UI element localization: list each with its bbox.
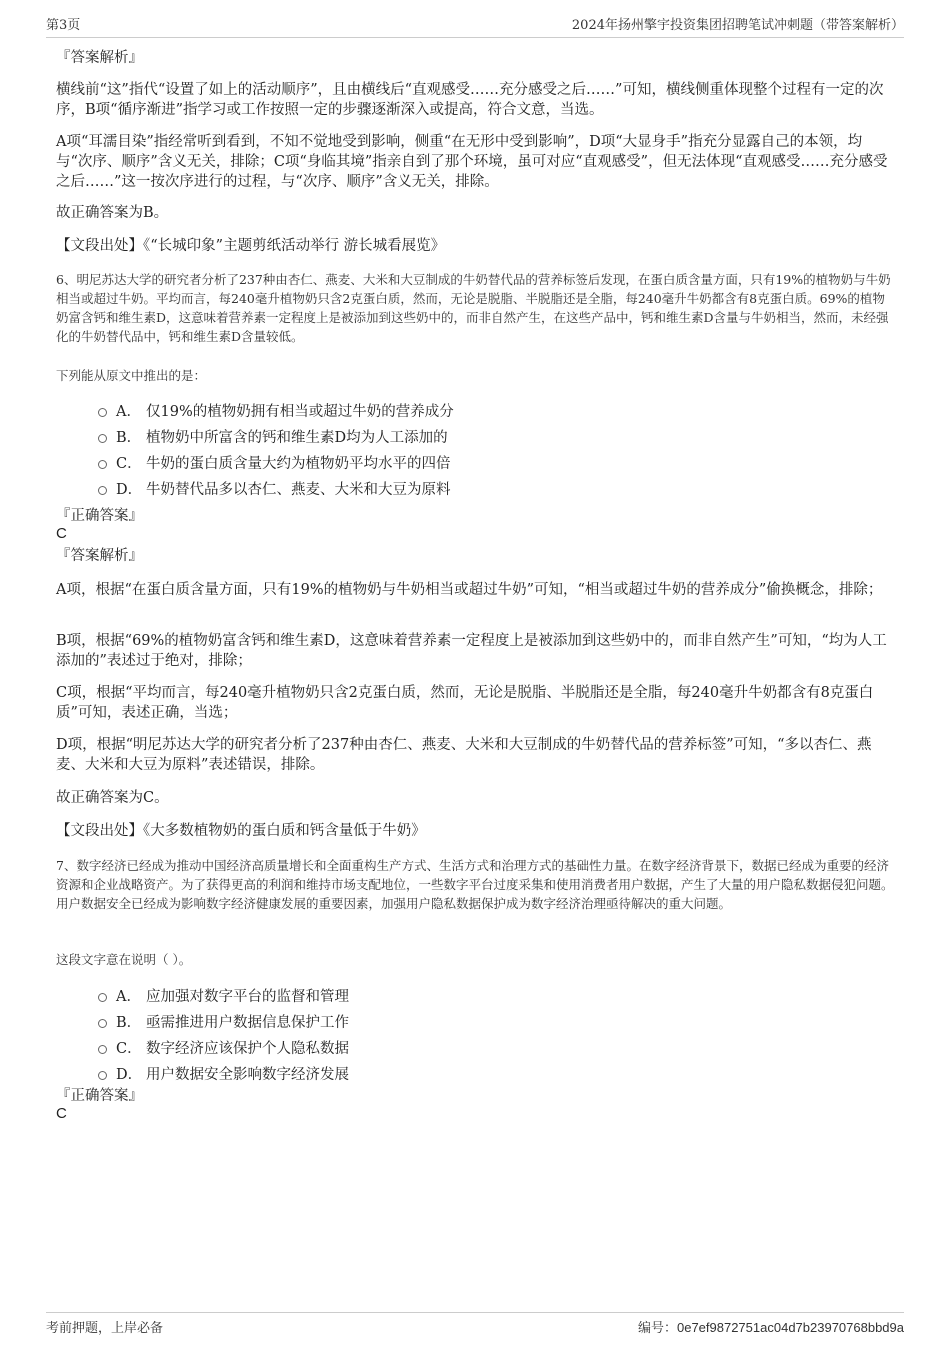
option-b[interactable]: B． 亟需推进用户数据信息保护工作 (98, 1008, 349, 1034)
radio-button-icon[interactable] (98, 1045, 107, 1054)
radio-button-icon[interactable] (98, 434, 107, 443)
correct-answer-heading: 『正确答案』 (56, 508, 143, 524)
option-c[interactable]: C． 牛奶的蛋白质含量大约为植物奶平均水平的四倍 (98, 449, 454, 475)
question-6-options (98, 397, 454, 501)
question-7-options (98, 982, 349, 1086)
conclusion-text: 故正确答案为B。 (56, 205, 169, 221)
option-a[interactable]: A． 应加强对数字平台的监督和管理 (98, 982, 349, 1008)
conclusion-text: 故正确答案为C。 (56, 790, 169, 806)
option-c[interactable]: C． 数字经济应该保护个人隐私数据 (98, 1034, 349, 1060)
analysis-option-b: B项，根据“69%的植物奶富含钙和维生素D，这意味着营养素一定程度上是被添加到这些奶中的，而非自然产生”可知，“均为人工添加的”表述过于绝对，排除； (56, 633, 887, 669)
correct-answer: C (56, 525, 67, 542)
source-citation: 【文段出处】《“长城印象”主题剪纸活动举行 游长城看展览》 (56, 238, 446, 254)
analysis-option-a: A项，根据“在蛋白质含量方面，只有19%的植物奶与牛奶相当或超过牛奶”可知，“相当或超过牛奶的营养成分”偷换概念，排除； (56, 582, 883, 598)
correct-answer: C (56, 1105, 67, 1122)
option-b[interactable]: B． 植物奶中所富含的钙和维生素D均为人工添加的 (98, 423, 454, 449)
document-id (638, 1317, 904, 1336)
question-6-prompt: 下列能从原文中推出的是： (56, 368, 207, 383)
analysis-paragraph: 横线前“这”指代“设置了如上的活动顺序”，且由横线后“直观感受……充分感受之后……”可知，横线侧重体现整个过程有一定的次序，B项“循序渐进”指学习或工作按照一定的步骤逐渐深入或提高，符合文意，当选。 (56, 82, 884, 118)
question-7-stem: 7、数字经济已经成为推动中国经济高质量增长和全面重构生产方式、生活方式和治理方式的基础性力量。在数字经济背景下，数据已经成为重要的经济资源和企业战略资产。为了获得更高的利润和维持市场支配地位，一些数字平台过度采集和使用消费者用户数据，产生了大量的用户隐私数据侵犯问题。用户数据安全已经成为影响数字经济健康发展的重要因素，加强用户隐私数据保护成为数字经济治理亟待解决的重大问题。 (56, 858, 894, 911)
radio-button-icon[interactable] (98, 408, 107, 417)
correct-answer-heading: 『正确答案』 (56, 1088, 143, 1104)
page-number: 第3页 (46, 18, 81, 33)
analysis-heading: 『答案解析』 (56, 548, 143, 564)
radio-button-icon[interactable] (98, 993, 107, 1002)
source-citation: 【文段出处】《大多数植物奶的蛋白质和钙含量低于牛奶》 (56, 823, 426, 839)
page-footer (46, 1312, 904, 1336)
analysis-heading: 『答案解析』 (56, 50, 143, 66)
analysis-option-c: C项，根据“平均而言，每240毫升植物奶只含2克蛋白质，然而，无论是脱脂、半脱脂还是全脂，每240毫升牛奶都含有8克蛋白质”可知，表述正确，当选； (56, 685, 874, 721)
document-title: 2024年扬州擎宇投资集团招聘笔试冲刺题（带答案解析） (571, 18, 904, 33)
question-7-prompt: 这段文字意在说明（ ）。 (56, 952, 192, 967)
footer-slogan: 考前押题，上岸必备 (46, 1321, 164, 1336)
radio-button-icon[interactable] (98, 1071, 107, 1080)
radio-button-icon[interactable] (98, 460, 107, 469)
option-d[interactable]: D． 牛奶替代品多以杏仁、燕麦、大米和大豆为原料 (98, 475, 454, 501)
option-a[interactable]: A． 仅19%的植物奶拥有相当或超过牛奶的营养成分 (98, 397, 454, 423)
page-header (46, 14, 904, 38)
document-id-label: 编号： (637, 1321, 677, 1336)
option-d[interactable]: D． 用户数据安全影响数字经济发展 (98, 1060, 349, 1086)
document-id-value: 0e7ef9872751ac04d7b23970768bbd9a (676, 1320, 904, 1335)
analysis-paragraph: A项“耳濡目染”指经常听到看到，不知不觉地受到影响，侧重“在无形中受到影响”，D项“大显身手”指充分显露自己的本领，均与“次序、顺序”含义无关，排除；C项“身临其境”指亲自到了那个环境，虽可对应“直观感受”，但无法体现“直观感受……充分感受之后……”这一按次序进行的过程，与“次序、顺序”含义无关，排除。 (56, 134, 888, 190)
radio-button-icon[interactable] (98, 1019, 107, 1028)
analysis-option-d: D项，根据“明尼苏达大学的研究者分析了237种由杏仁、燕麦、大米和大豆制成的牛奶替代品的营养标签”可知，“多以杏仁、燕麦、大米和大豆为原料”表述错误，排除。 (56, 737, 872, 773)
question-6-stem: 6、明尼苏达大学的研究者分析了237种由杏仁、燕麦、大米和大豆制成的牛奶替代品的营养标签后发现，在蛋白质含量方面，只有19%的植物奶与牛奶相当或超过牛奶。平均而言，每240毫升植物奶只含2克蛋白质，然而，无论是脱脂、半脱脂还是全脂，每240毫升牛奶都含有8克蛋白质。69%的植物奶富含钙和维生素D，这意味着营养素一定程度上是被添加到这些奶中的，而非自然产生，在这些产品中，钙和维生素D含量与牛奶相当，然而，未经强化的牛奶替代品中，钙和维生素D含量较低。 (56, 272, 891, 344)
radio-button-icon[interactable] (98, 486, 107, 495)
